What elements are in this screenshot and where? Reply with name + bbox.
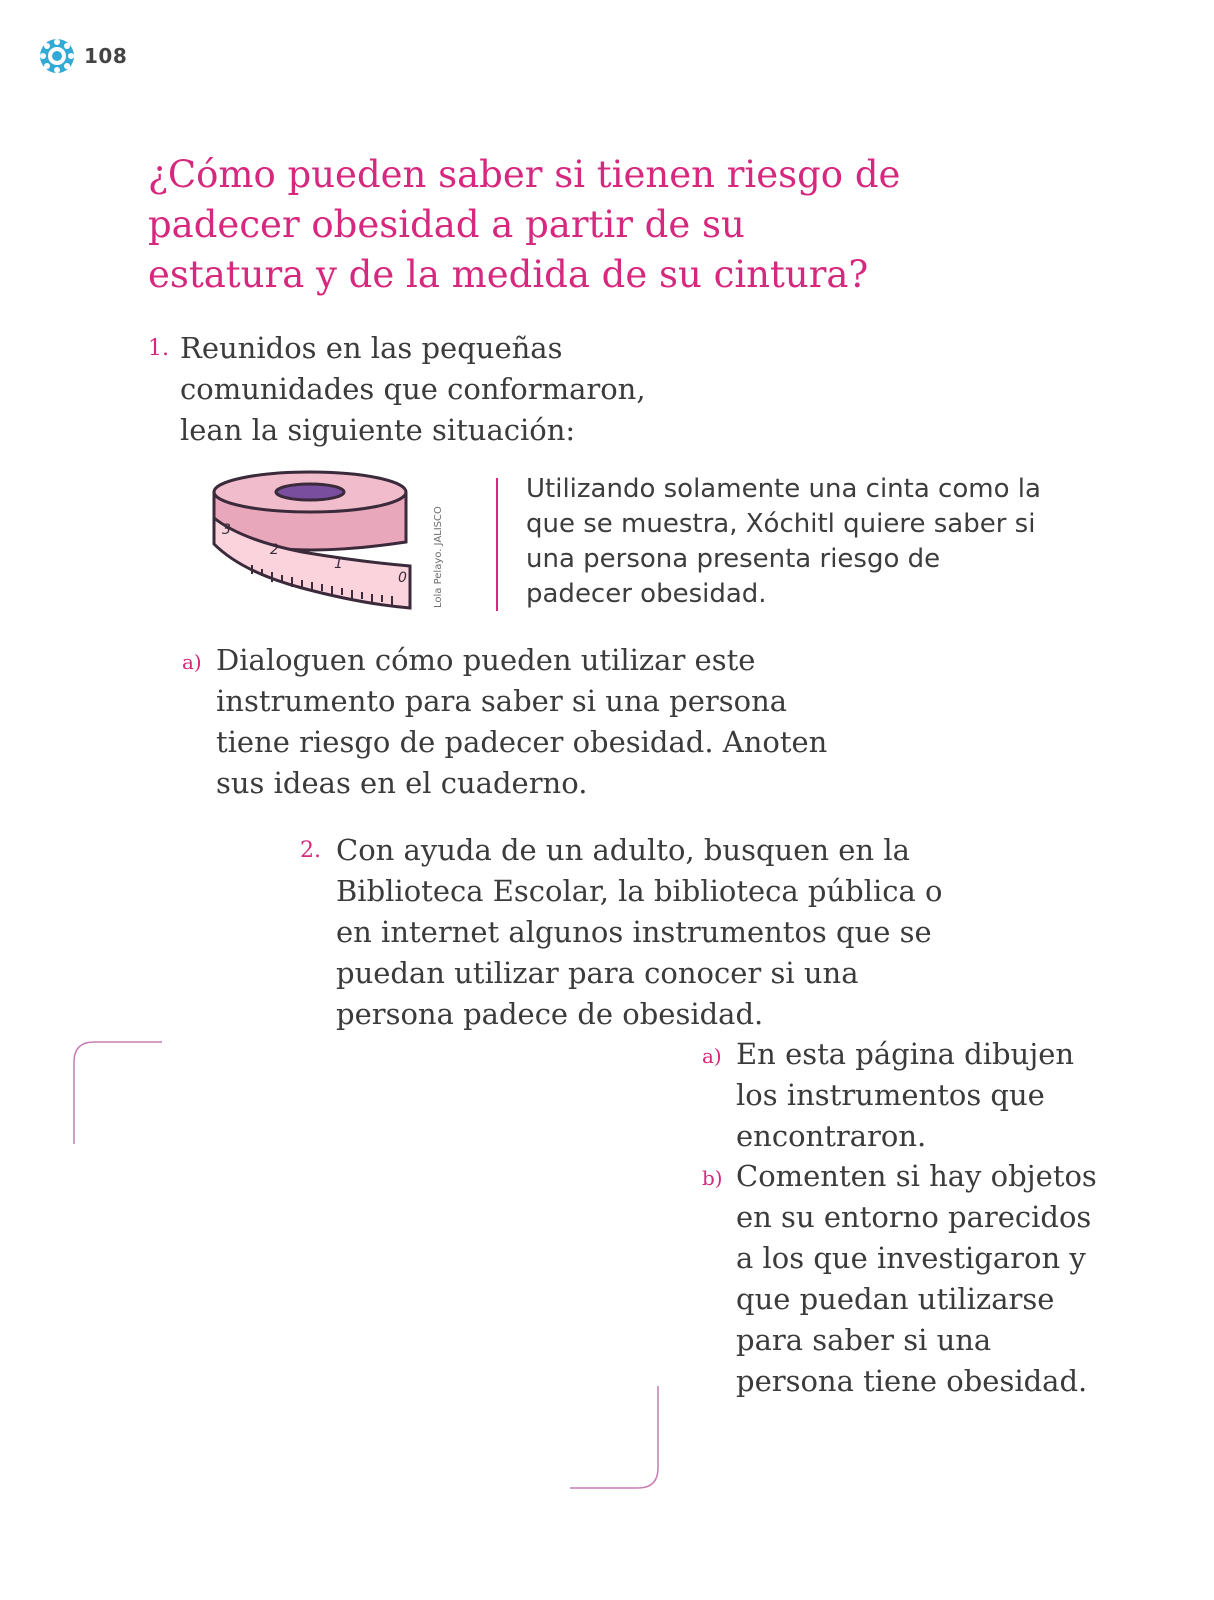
sun-emblem-icon	[38, 37, 76, 75]
instruction-1a	[182, 640, 836, 804]
drawing-area-corner-top-left	[72, 1040, 164, 1144]
situation-callout: Utilizando solamente una cinta como la que se muestra, Xóchitl quiere saber si una persona presenta riesgo de padecer obesidad.	[526, 474, 1041, 609]
instruction-2b	[702, 1156, 1116, 1402]
tape-mark-3: 3	[222, 522, 231, 538]
drawing-area-corner-bottom-right	[570, 1386, 662, 1490]
measuring-tape-illustration	[212, 470, 422, 620]
instruction-number: 1.	[148, 336, 169, 361]
instruction-text: Comenten si hay objetos en su entorno parecidos a los que investigaron y que puedan utilizarse para saber si una persona tiene obesidad.	[736, 1159, 1097, 1398]
instruction-text: Reunidos en las pequeñas comunidades que conformaron, lean la siguiente situación:	[180, 331, 646, 447]
instruction-letter: a)	[702, 1044, 722, 1068]
page-header	[38, 37, 127, 75]
instruction-text: Dialoguen cómo pueden utilizar este instrumento para saber si una persona tiene riesgo de padecer obesidad. Anoten sus ideas en el cuaderno.	[216, 643, 828, 800]
tape-mark-0: 0	[398, 570, 407, 586]
page-title: ¿Cómo pueden saber si tienen riesgo de padecer obesidad a partir de su estatura y de la medida de su cintura?	[148, 153, 901, 296]
instruction-letter: b)	[702, 1166, 723, 1190]
instruction-letter: a)	[182, 650, 202, 674]
tape-mark-1: 1	[334, 556, 343, 572]
instruction-number: 2.	[300, 838, 321, 863]
instruction-2	[300, 830, 976, 1035]
instruction-1	[148, 328, 700, 451]
instruction-text: En esta página dibujen los instrumentos que encontraron.	[736, 1037, 1075, 1153]
instruction-text: Con ayuda de un adulto, busquen en la Biblioteca Escolar, la biblioteca pública o en internet algunos instrumentos que se puedan utilizar para conocer si una persona padece de obesidad.	[336, 833, 943, 1031]
tape-mark-2: 2	[270, 542, 279, 558]
page-number: 108	[84, 44, 128, 68]
instruction-2a	[702, 1034, 1116, 1157]
callout-divider	[496, 478, 498, 611]
illustration-credit: Lola Pelayo. JALISCO	[433, 506, 444, 608]
